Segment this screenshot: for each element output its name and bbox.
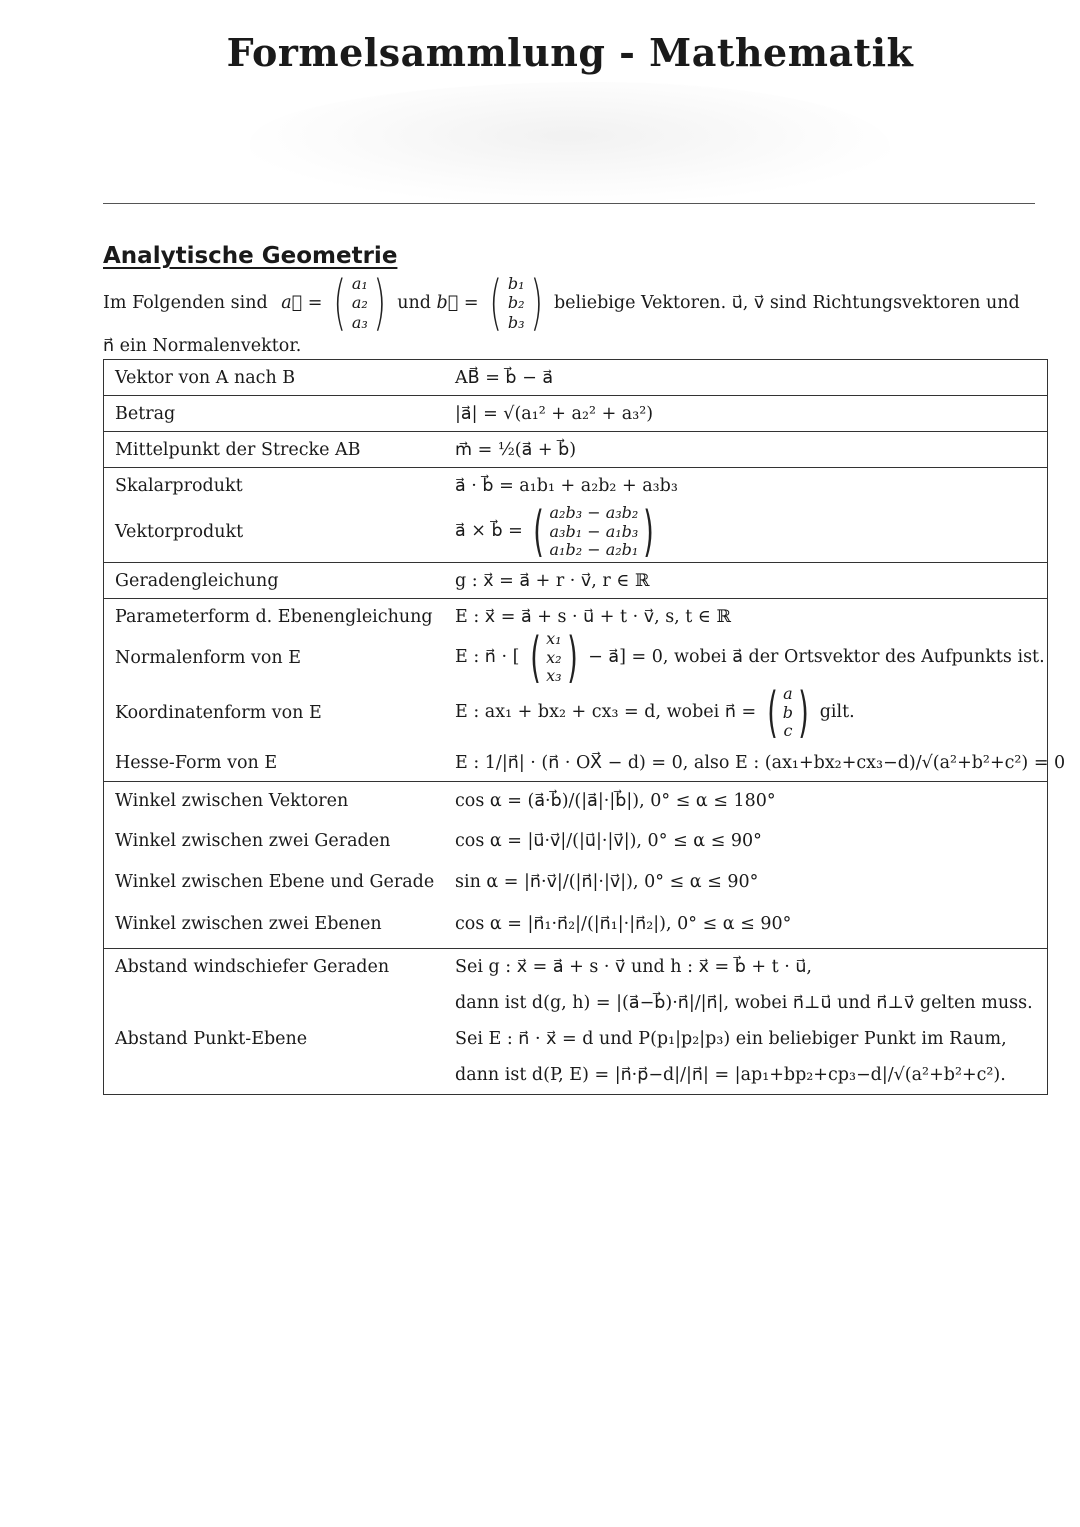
intro-prefix: Im Folgenden sind (103, 292, 268, 313)
formula-prefix: E : ax₁ + bx₂ + cx₃ = d, wobei n⃗ = (455, 702, 757, 723)
formula-label: Skalarprodukt (115, 476, 243, 496)
page-title: Formelsammlung - Mathematik (226, 30, 914, 75)
formula-suffix: gilt. (819, 702, 855, 723)
title-divider (103, 203, 1035, 204)
formula-expression: g : x⃗ = a⃗ + r · v⃗, r ∈ ℝ (455, 570, 650, 591)
formula-label: Normalenform von E (115, 648, 302, 668)
formula-label: Vektor von A nach B (115, 367, 296, 388)
formula-row (104, 563, 1047, 598)
formula-row (104, 985, 1047, 1021)
formula-row (104, 1021, 1047, 1057)
formula-expression: cos α = |u⃗·v⃗|/(|u⃗|·|v⃗|), 0° ≤ α ≤ 90° (455, 831, 762, 851)
intro-suffix: beliebige Vektoren. u⃗, v⃗ sind Richtungsvektoren und (553, 292, 1020, 313)
matrix-entry: x₃ (546, 666, 562, 686)
formula-row (104, 1057, 1047, 1093)
formula-expression: cos α = |n⃗₁·n⃗₂|/(|n⃗₁|·|n⃗₂|), 0° ≤ α ≤ 90° (455, 914, 792, 934)
formula-expression: sin α = |n⃗·v⃗|/(|n⃗|·|v⃗|), 0° ≤ α ≤ 90° (455, 872, 759, 892)
section-intro (103, 270, 1048, 357)
formula-group (103, 562, 1048, 598)
point-vector-matrix: ( x₁ x₂ x₃ ) (530, 626, 578, 689)
normal-vector-matrix: ( a b c ) (766, 680, 809, 744)
formula-row (104, 902, 1047, 946)
intro-line2: n⃗ ein Normalenvektor. (103, 336, 302, 356)
formula-label: Winkel zwischen zwei Ebenen (115, 914, 382, 934)
vec-a: ( a₁ a₂ a₃ ) (333, 268, 386, 338)
formula-group (103, 359, 1048, 395)
vec-b-component: b₃ (507, 312, 525, 332)
formula-label: Koordinatenform von E (115, 703, 322, 723)
formula-suffix: − a⃗] = 0, wobei a⃗ der Ortsvektor des Aufpunkts ist. (588, 647, 1045, 668)
formula-label: Mittelpunkt der Strecke AB (115, 439, 361, 460)
formula-expression: Sei g : x⃗ = a⃗ + s · v⃗ und h : x⃗ = b⃗ + t · u⃗, (455, 957, 812, 977)
matrix-entry: a₃b₁ − a₁b₃ (549, 521, 639, 541)
formula-label: Betrag (115, 403, 176, 424)
formula-expression: Sei E : n⃗ · x⃗ = d und P(p₁|p₂|p₃) ein beliebiger Punkt im Raum, (455, 1029, 1007, 1049)
formula-row (104, 396, 1047, 431)
formula-expression: dann ist d(P, E) = |n⃗·p⃗−d|/|n⃗| = |ap₁+bp₂+cp₃−d|/√(a²+b²+c²). (455, 1065, 1006, 1085)
formula-group (103, 431, 1048, 467)
vec-b-component: b₁ (507, 274, 525, 294)
formula-group (103, 948, 1048, 1095)
formula-group (103, 598, 1066, 781)
formula-label: Geradengleichung (115, 570, 279, 591)
formula-row (104, 820, 1047, 862)
vec-a-component: a₃ (351, 312, 368, 332)
formula-group (103, 781, 1048, 948)
formula-expression: cos α = (a⃗·b⃗)/(|a⃗|·|b⃗|), 0° ≤ α ≤ 180° (455, 791, 776, 811)
formula-prefix: a⃗ × b⃗ = (455, 521, 523, 542)
formula-row (104, 468, 1047, 504)
formula-row (104, 782, 1047, 820)
vec-b-component: b₂ (507, 293, 525, 313)
formula-expression: dann ist d(g, h) = |(a⃗−b⃗)·n⃗|/|n⃗|, wobei n⃗⊥u⃗ und n⃗⊥v⃗ gelten muss. (455, 993, 1033, 1013)
matrix-entry: a (783, 684, 793, 704)
matrix-entry: b (782, 702, 794, 722)
erased-area (250, 82, 890, 202)
vec-a-component: a₂ (351, 293, 368, 313)
formula-row (104, 432, 1047, 467)
formula-row (104, 681, 1047, 745)
vec-a-label: a⃗ = (281, 292, 323, 313)
intro-und: und (397, 292, 431, 313)
formula-row (104, 499, 1047, 563)
matrix-entry: c (783, 721, 793, 741)
formula-expression: AB⃗ = b⃗ − a⃗ (455, 367, 554, 388)
vec-a-component: a₁ (351, 274, 368, 294)
section-title: Analytische Geometrie (103, 243, 398, 269)
formula-label: Abstand windschiefer Geraden (115, 957, 390, 977)
formula-label: Winkel zwischen Vektoren (115, 791, 349, 811)
formula-table (103, 359, 1066, 1095)
formula-row (104, 949, 1047, 985)
formula-group (103, 395, 1048, 431)
formula-label: Winkel zwischen Ebene und Gerade (115, 872, 435, 892)
formula-label: Hesse-Form von E (115, 753, 278, 773)
vec-b: ( b₁ b₂ b₃ ) (489, 268, 543, 338)
formula-row (104, 360, 1047, 395)
formula-expression (444, 680, 855, 744)
formula-row (104, 626, 1047, 689)
formula-expression (444, 499, 659, 563)
formula-label: Parameterform d. Ebenengleichung (115, 607, 433, 627)
formula-label: Vektorprodukt (115, 522, 244, 542)
formula-prefix: E : n⃗ · [ (455, 647, 520, 668)
formula-row (104, 862, 1047, 902)
vec-b-label: b⃗ = (436, 292, 479, 313)
formula-expression: a⃗ · b⃗ = a₁b₁ + a₂b₂ + a₃b₃ (455, 476, 678, 496)
matrix-entry: x₂ (546, 647, 562, 667)
matrix-entry: a₁b₂ − a₂b₁ (549, 540, 639, 560)
formula-expression (444, 626, 1045, 689)
formula-group (103, 467, 1048, 562)
matrix-entry: x₁ (546, 629, 562, 649)
cross-product-matrix: ( a₂b₃ − a₃b₂ a₃b₁ − a₁b₃ a₁b₂ − a₂b₁ ) (533, 499, 655, 563)
matrix-entry: a₂b₃ − a₃b₂ (549, 503, 639, 523)
formula-expression: E : 1/|n⃗| · (n⃗ · OX⃗ − d) = 0, also E : (ax₁+bx₂+cx₃−d)/√(a²+b²+c²) = 0 (455, 753, 1066, 773)
formula-expression: E : x⃗ = a⃗ + s · u⃗ + t · v⃗, s, t ∈ ℝ (455, 607, 731, 627)
formula-label: Winkel zwischen zwei Geraden (115, 831, 391, 851)
formula-row (104, 745, 1066, 781)
formula-expression: |a⃗| = √(a₁² + a₂² + a₃²) (455, 403, 654, 424)
formula-expression: m⃗ = ½(a⃗ + b⃗) (455, 439, 577, 460)
formula-label: Abstand Punkt-Ebene (115, 1029, 308, 1049)
